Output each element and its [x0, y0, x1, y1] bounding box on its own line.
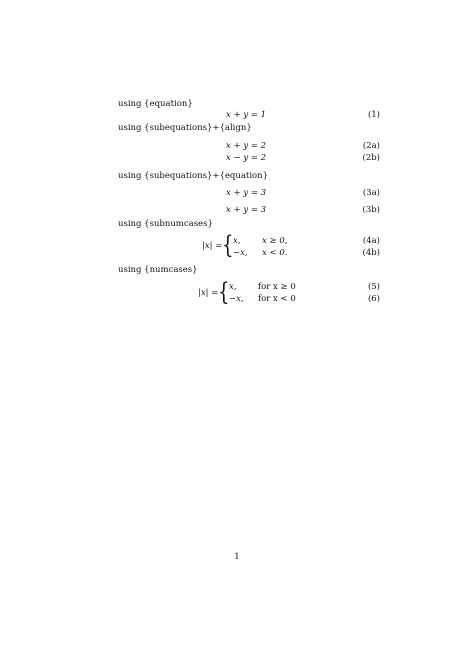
cases-lhs-5: |x| = — [198, 288, 219, 298]
equation-2a: x + y = 2 — [226, 141, 267, 151]
section-caption-subequations-equation: using {subequations}+{equation} — [118, 171, 269, 181]
case-value-4b: −x, — [233, 248, 248, 258]
equation-2b: x − y = 2 — [226, 153, 267, 163]
equation-number-2a: (2a) — [362, 141, 380, 151]
cases-lhs-4: |x| = — [202, 241, 223, 251]
equation-number-2b: (2b) — [362, 153, 380, 163]
case-value-6: −x, — [229, 294, 244, 304]
case-value-5: x, — [229, 282, 237, 292]
equation-3b: x + y = 3 — [226, 205, 267, 215]
equation-number-4b: (4b) — [362, 248, 380, 258]
section-caption-subequations-align: using {subequations}+{align} — [118, 123, 252, 133]
case-condition-4b: x < 0. — [262, 248, 288, 258]
equation-number-6: (6) — [367, 294, 380, 304]
equation-number-5: (5) — [367, 282, 380, 292]
equation-3a: x + y = 3 — [226, 188, 267, 198]
equation-number-3b: (3b) — [362, 205, 380, 215]
section-caption-equation: using {equation} — [118, 99, 193, 109]
page-number: 1 — [234, 552, 240, 562]
left-brace-5: { — [218, 278, 230, 306]
equation-number-4a: (4a) — [362, 236, 380, 246]
case-condition-4a: x ≥ 0, — [262, 236, 288, 246]
equation-1: x + y = 1 — [226, 110, 267, 120]
case-condition-5: for x ≥ 0 — [258, 282, 296, 292]
section-caption-numcases: using {numcases} — [118, 265, 198, 275]
equation-number-3a: (3a) — [362, 188, 380, 198]
case-value-4a: x, — [233, 236, 241, 246]
section-caption-subnumcases: using {subnumcases} — [118, 219, 213, 229]
equation-number-1: (1) — [367, 110, 380, 120]
case-condition-6: for x < 0 — [258, 294, 296, 304]
left-brace-4: { — [222, 231, 234, 259]
